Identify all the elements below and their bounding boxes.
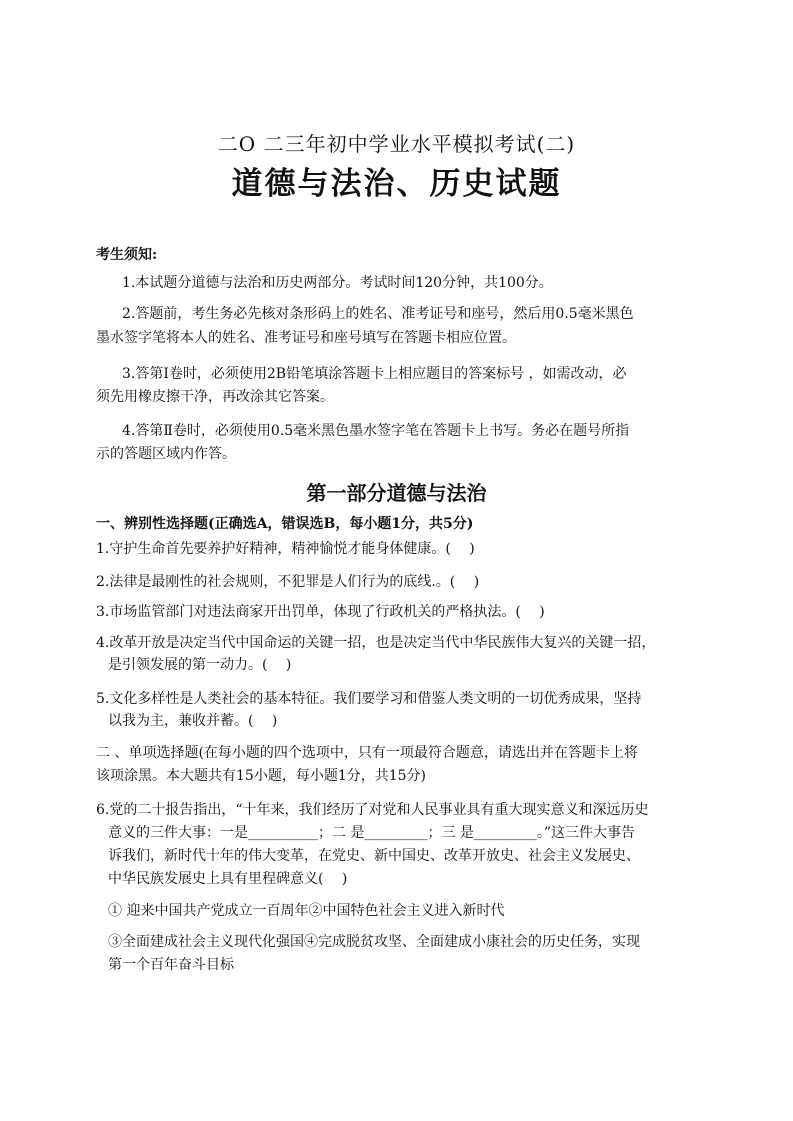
exam-subtitle: 二O 二三年初中学业水平模拟考试(二): [217, 132, 576, 156]
question-1: 1.守护生命首先要养护好精神，精神愉悦才能身体健康。( ): [96, 541, 475, 557]
notice-item-4: 4.答第Ⅱ卷时，必须使用0.5毫米黑色墨水签字笔在答题卡上书写。务必在题号所指: [122, 423, 630, 439]
section1-heading: 一、辨别性选择题(正确选A，错误选B，每小题1分，共5分): [96, 516, 474, 532]
notice-item-1: 1.本试题分道德与法治和历史两部分。考试时间120分钟，共100分。: [122, 275, 553, 291]
question-2: 2.法律是最刚性的社会规则，不犯罪是人们行为的底线.。( ): [96, 574, 480, 590]
question-6: 6.党的二十报告指出，“十年来，我们经历了对党和人民事业具有重大现实意义和深远历史: [96, 802, 649, 818]
question-4-cont: 是引领发展的第一动力。( ): [108, 657, 292, 673]
question-6-line-4: 中华民族发展史上具有里程碑意义( ): [108, 871, 348, 887]
notice-item-3: 3.答第Ⅰ卷时，必须使用2B铅笔填涂答题卡上相应题目的答案标号 ，如需改动，必: [122, 366, 627, 382]
exam-title: 道德与法治、历史试题: [231, 166, 562, 202]
question-6-options-2: ③全面建成社会主义现代化强国④完成脱贫攻坚、全面建成小康社会的历史任务，实现: [108, 934, 640, 950]
question-5-cont: 以我为主，兼收并蓄。( ): [108, 713, 278, 729]
question-4: 4.改革开放是决定当代中国命运的关键一招，也是决定当代中华民族伟大复兴的关键一招，: [96, 635, 656, 651]
question-3: 3.市场监管部门对违法商家开出罚单，体现了行政机关的严格执法。( ): [96, 604, 545, 620]
notice-item-4-cont: 示的答题区域内作答。: [96, 446, 236, 462]
notice-item-3-cont: 须先用橡皮擦干净，再改涂其它答案。: [96, 389, 334, 405]
question-5: 5.文化多样性是人类社会的基本特征。我们要学习和借鉴人类文明的一切优秀成果，坚持: [96, 691, 642, 707]
question-6-line-2: 意义的三件大事：一是__________；二 是_________；三 是_________。”这三件大事告: [108, 825, 636, 841]
part1-title: 第一部分道德与法治: [306, 481, 487, 505]
notice-item-2-cont: 墨水签字笔将本人的姓名、准考证号和座号填写在答题卡相应位置。: [96, 330, 516, 346]
section2-heading: 二 、单项选择题(在每小题的四个选项中，只有一项最符合题意，请选出并在答题卡上将: [96, 745, 638, 761]
question-6-options-3: 第一个百年奋斗目标: [108, 957, 234, 973]
notice-heading: 考生须知:: [96, 247, 158, 263]
section2-heading-cont: 该项涂黑。本大题共有15小题，每小题1分，共15分): [96, 768, 426, 784]
question-6-line-3: 诉我们，新时代十年的伟大变革，在党史、新中国史、改革开放史、社会主义发展史、: [108, 848, 640, 864]
notice-item-2: 2.答题前，考生务必先核对条形码上的姓名、准考证号和座号，然后用0.5毫米黑色: [122, 306, 634, 322]
question-6-options-1: ① 迎来中国共产党成立一百周年②中国特色社会主义进入新时代: [108, 903, 505, 919]
